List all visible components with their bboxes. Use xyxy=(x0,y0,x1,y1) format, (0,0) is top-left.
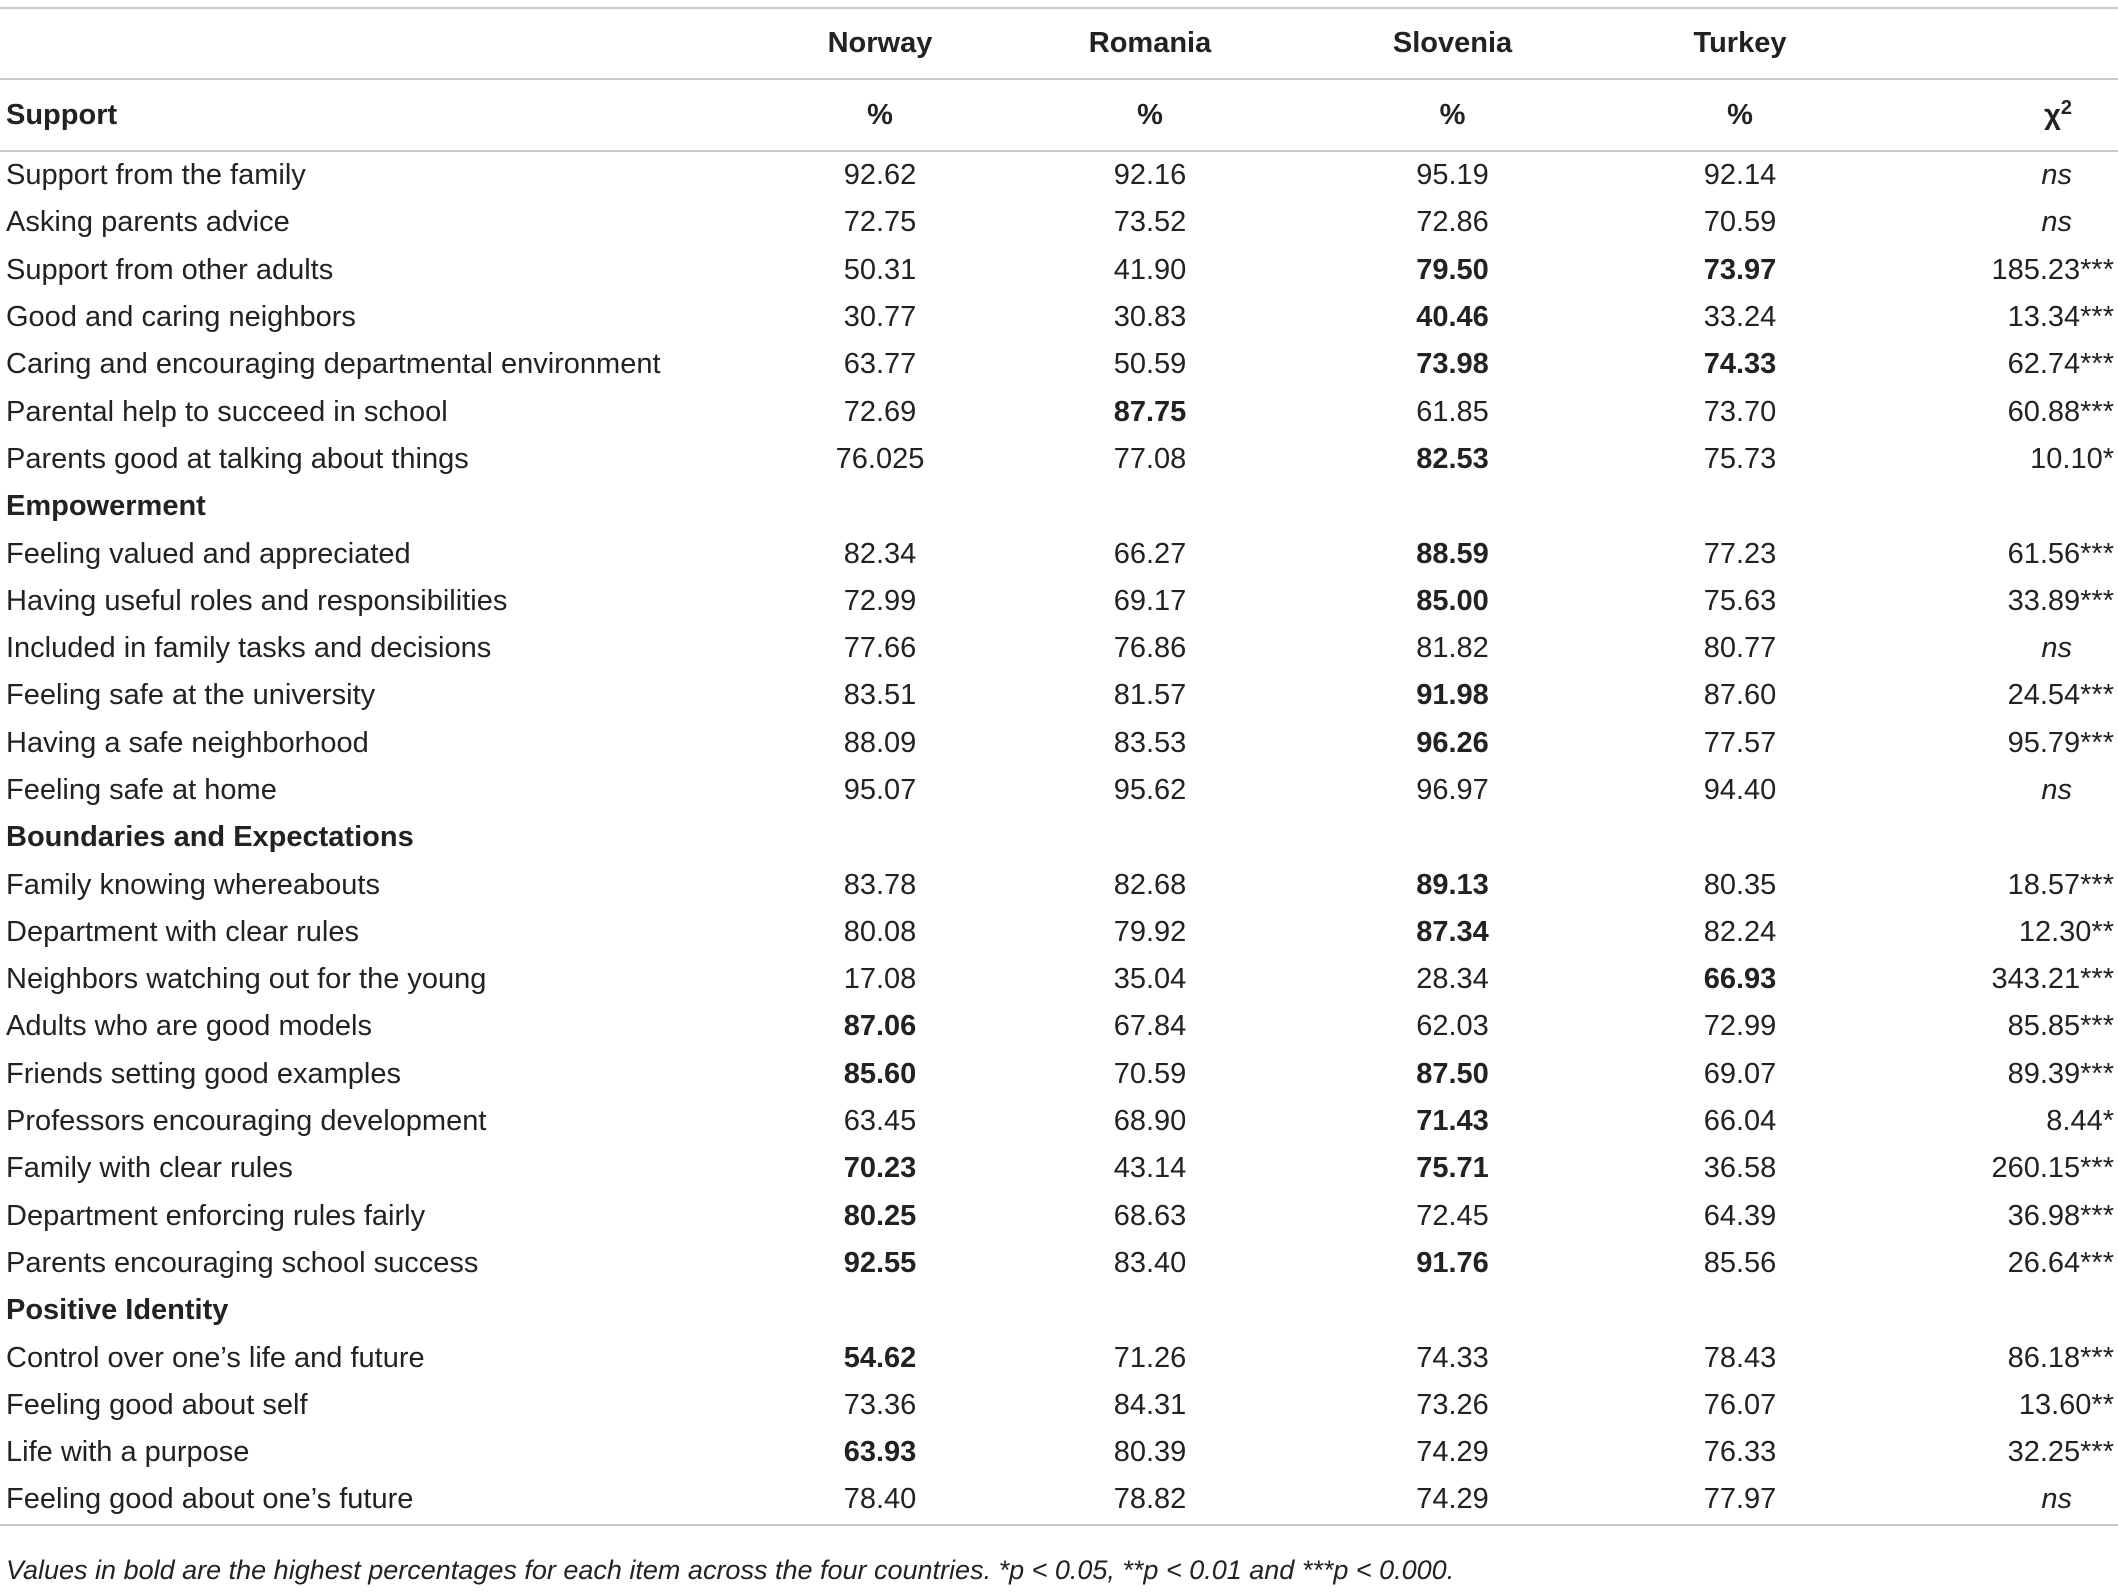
value-slovenia: 73.98 xyxy=(1416,348,1489,381)
table-row xyxy=(0,1051,2118,1098)
table-row xyxy=(0,1429,2118,1476)
item-label: Feeling valued and appreciated xyxy=(6,537,411,570)
value-norway: 30.77 xyxy=(843,301,917,334)
value-slovenia: 62.03 xyxy=(1416,1010,1489,1043)
value-turkey: 78.43 xyxy=(1703,1341,1777,1374)
value-romania: 95.62 xyxy=(1113,774,1187,806)
value-romania: 80.39 xyxy=(1113,1436,1187,1469)
table-row xyxy=(0,1193,2118,1240)
chi-square-header xyxy=(1875,79,2118,151)
chi-superscript: 2 xyxy=(2060,96,2072,119)
pct-header-turkey: % xyxy=(1605,79,1875,151)
table-body xyxy=(0,151,2118,1525)
value-romania: 84.31 xyxy=(1113,1388,1187,1421)
section-title-empty-cell xyxy=(1000,1287,1300,1334)
value-turkey: 77.97 xyxy=(1605,1476,1875,1524)
value-norway: 73.36 xyxy=(843,1388,917,1421)
value-slovenia: 87.50 xyxy=(1416,1057,1489,1090)
value-turkey: 77.23 xyxy=(1703,537,1777,570)
chi-square-value: 89.39*** xyxy=(2007,1057,2114,1090)
country-header-row xyxy=(0,8,2118,79)
value-turkey: 80.35 xyxy=(1703,868,1777,901)
table-row xyxy=(0,436,2118,483)
item-label: Parents encouraging school success xyxy=(6,1246,479,1279)
table-row xyxy=(0,672,2118,719)
value-norway: 76.025 xyxy=(835,442,925,475)
value-norway: 54.62 xyxy=(843,1341,917,1374)
value-turkey: 75.63 xyxy=(1703,584,1777,617)
item-label: Parental help to succeed in school xyxy=(6,395,448,428)
table-row xyxy=(0,720,2118,767)
value-slovenia: 85.00 xyxy=(1416,584,1489,617)
section-title-empty-cell xyxy=(1875,1287,2118,1334)
pct-header-norway: % xyxy=(760,79,1000,151)
section-title-empty-cell xyxy=(1875,814,2118,861)
chi-square-value: 95.79*** xyxy=(2007,726,2114,759)
chi-square-value: 33.89*** xyxy=(2007,584,2114,617)
country-header-romania: Romania xyxy=(1000,8,1300,79)
item-label: Parents good at talking about things xyxy=(6,442,469,475)
value-romania: 77.08 xyxy=(1113,442,1187,475)
section-title-row xyxy=(0,483,2118,530)
value-slovenia: 72.86 xyxy=(1416,206,1489,239)
pct-header-slovenia: % xyxy=(1300,79,1605,151)
value-slovenia: 74.29 xyxy=(1300,1476,1605,1524)
section-title-empty-cell xyxy=(1000,483,1300,530)
chi-square-value: 86.18*** xyxy=(2007,1341,2114,1374)
chi-square-value: 13.60** xyxy=(2018,1388,2114,1421)
value-slovenia: 95.19 xyxy=(1416,159,1489,192)
value-turkey: 94.40 xyxy=(1703,774,1777,806)
chi-square-value: ns xyxy=(2041,159,2072,192)
item-label: Feeling good about one’s future xyxy=(0,1476,760,1524)
item-label: Support from other adults xyxy=(6,253,334,286)
table-row xyxy=(0,294,2118,341)
value-slovenia: 72.45 xyxy=(1416,1199,1489,1232)
chi-square-value: ns xyxy=(2041,632,2072,665)
value-slovenia: 91.76 xyxy=(1416,1246,1489,1279)
value-turkey: 73.70 xyxy=(1703,395,1777,428)
value-romania: 35.04 xyxy=(1113,963,1187,996)
value-turkey: 66.93 xyxy=(1703,963,1777,996)
chi-square-value: 62.74*** xyxy=(2007,348,2114,381)
value-romania: 71.26 xyxy=(1113,1341,1187,1374)
value-turkey: 75.73 xyxy=(1703,442,1777,475)
item-label: Feeling safe at home xyxy=(6,774,277,806)
value-norway: 72.69 xyxy=(843,395,917,428)
chi-square-value: 13.34*** xyxy=(2007,301,2114,334)
item-label: Family with clear rules xyxy=(6,1152,293,1185)
section-title-empty-cell xyxy=(1875,483,2118,530)
value-romania: 83.40 xyxy=(1113,1246,1187,1279)
item-label: Department with clear rules xyxy=(6,915,359,948)
value-norway: 72.75 xyxy=(843,206,917,239)
value-romania: 50.59 xyxy=(1113,348,1187,381)
value-slovenia: 40.46 xyxy=(1416,301,1489,334)
table-row xyxy=(0,861,2118,908)
value-norway: 80.25 xyxy=(843,1199,917,1232)
table-row xyxy=(0,956,2118,1003)
table-row xyxy=(0,341,2118,388)
value-slovenia: 96.97 xyxy=(1416,774,1489,806)
section-title-empty-cell xyxy=(1605,1287,1875,1334)
value-romania: 67.84 xyxy=(1113,1010,1187,1043)
item-label: Asking parents advice xyxy=(6,206,290,239)
item-label: Support from the family xyxy=(6,159,306,192)
value-slovenia: 71.43 xyxy=(1416,1105,1489,1138)
value-turkey: 77.57 xyxy=(1703,726,1777,759)
value-norway: 63.77 xyxy=(843,348,917,381)
header-blank-cell-chi xyxy=(1875,8,2118,79)
value-norway: 78.40 xyxy=(760,1476,1000,1524)
item-label: Caring and encouraging departmental environment xyxy=(6,348,661,381)
value-turkey: 74.33 xyxy=(1703,348,1777,381)
value-slovenia: 81.82 xyxy=(1416,632,1489,665)
chi-square-value: 85.85*** xyxy=(2007,1010,2114,1043)
value-norway: 88.09 xyxy=(843,726,917,759)
value-slovenia: 88.59 xyxy=(1416,537,1489,570)
section-title-empty-cell xyxy=(1605,814,1875,861)
value-romania: 81.57 xyxy=(1113,679,1187,712)
value-turkey: 76.33 xyxy=(1703,1436,1777,1469)
table-row xyxy=(0,909,2118,956)
section-title-empty-cell xyxy=(1605,483,1875,530)
table-row xyxy=(0,1003,2118,1050)
table-row xyxy=(0,625,2118,672)
value-slovenia: 28.34 xyxy=(1416,963,1489,996)
section-title-row xyxy=(0,1287,2118,1334)
country-header-norway: Norway xyxy=(760,8,1000,79)
value-norway: 70.23 xyxy=(843,1152,917,1185)
section-title-row xyxy=(0,814,2118,861)
table-row xyxy=(0,199,2118,246)
section-title-empty-cell xyxy=(1300,1287,1605,1334)
value-turkey: 70.59 xyxy=(1703,206,1777,239)
table-row xyxy=(0,767,2118,814)
value-romania: 41.90 xyxy=(1113,253,1187,286)
value-slovenia: 87.34 xyxy=(1416,915,1489,948)
value-slovenia: 74.33 xyxy=(1416,1341,1489,1374)
value-slovenia: 96.26 xyxy=(1416,726,1489,759)
item-label: Professors encouraging development xyxy=(6,1105,487,1138)
item-label: Friends setting good examples xyxy=(6,1057,401,1090)
value-romania: 68.90 xyxy=(1113,1105,1187,1138)
value-slovenia: 61.85 xyxy=(1416,395,1489,428)
chi-square-value: 343.21*** xyxy=(1991,963,2114,996)
value-turkey: 36.58 xyxy=(1703,1152,1777,1185)
value-turkey: 66.04 xyxy=(1703,1105,1777,1138)
value-romania: 79.92 xyxy=(1113,915,1187,948)
value-romania: 69.17 xyxy=(1113,584,1187,617)
value-turkey: 64.39 xyxy=(1703,1199,1777,1232)
header-blank-cell xyxy=(0,8,760,79)
value-romania: 66.27 xyxy=(1113,537,1187,570)
value-norway: 82.34 xyxy=(843,537,917,570)
section-title: Empowerment xyxy=(6,490,206,523)
value-turkey: 69.07 xyxy=(1703,1057,1777,1090)
chi-square-value: 24.54*** xyxy=(2007,679,2114,712)
pct-header-romania: % xyxy=(1000,79,1300,151)
section-title-empty-cell xyxy=(1300,483,1605,530)
table-row xyxy=(0,1145,2118,1192)
chi-square-value: ns xyxy=(1875,1476,2118,1524)
item-label: Control over one’s life and future xyxy=(6,1341,425,1374)
value-norway: 92.62 xyxy=(843,159,917,192)
value-slovenia: 75.71 xyxy=(1416,1152,1489,1185)
value-turkey: 76.07 xyxy=(1703,1388,1777,1421)
section-title-empty-cell xyxy=(1000,814,1300,861)
chi-square-value: ns xyxy=(2041,774,2072,806)
value-slovenia: 89.13 xyxy=(1416,868,1489,901)
chi-square-value: 18.57*** xyxy=(2007,868,2114,901)
value-romania: 68.63 xyxy=(1113,1199,1187,1232)
value-slovenia: 73.26 xyxy=(1416,1388,1489,1421)
chi-square-value: 61.56*** xyxy=(2007,537,2114,570)
chi-square-value: 10.10* xyxy=(2030,442,2114,475)
section-title-empty-cell xyxy=(760,814,1000,861)
chi-symbol: χ xyxy=(2044,98,2061,131)
value-norway: 72.99 xyxy=(843,584,917,617)
value-romania: 73.52 xyxy=(1113,206,1187,239)
chi-square-value: 60.88*** xyxy=(2007,395,2114,428)
section-title-empty-cell xyxy=(760,483,1000,530)
value-norway: 95.07 xyxy=(843,774,917,806)
item-label: Family knowing whereabouts xyxy=(6,868,380,901)
value-romania: 43.14 xyxy=(1113,1152,1187,1185)
chi-square-value: 12.30** xyxy=(2018,915,2114,948)
section-title: Boundaries and Expectations xyxy=(6,821,414,854)
developmental-assets-table xyxy=(0,7,2118,1526)
item-label: Feeling good about self xyxy=(6,1388,308,1421)
section-title-empty-cell xyxy=(1300,814,1605,861)
value-norway: 63.45 xyxy=(843,1105,917,1138)
value-norway: 92.55 xyxy=(843,1246,917,1279)
value-norway: 80.08 xyxy=(843,915,917,948)
chi-square-value: ns xyxy=(2041,206,2072,239)
table-row xyxy=(0,151,2118,199)
chi-square-value: 185.23*** xyxy=(1991,253,2114,286)
value-norway: 87.06 xyxy=(843,1010,917,1043)
value-romania: 76.86 xyxy=(1113,632,1187,665)
value-slovenia: 82.53 xyxy=(1416,442,1489,475)
chi-square-value: 32.25*** xyxy=(2007,1436,2114,1469)
value-turkey: 92.14 xyxy=(1703,159,1777,192)
table-row xyxy=(0,530,2118,577)
value-norway: 17.08 xyxy=(843,963,917,996)
item-label: Included in family tasks and decisions xyxy=(6,632,492,665)
table-row xyxy=(0,1476,2118,1524)
item-label: Adults who are good models xyxy=(6,1010,372,1043)
value-norway: 50.31 xyxy=(843,253,917,286)
value-turkey: 33.24 xyxy=(1703,301,1777,334)
value-turkey: 85.56 xyxy=(1703,1246,1777,1279)
value-slovenia: 91.98 xyxy=(1416,679,1489,712)
value-norway: 83.51 xyxy=(843,679,917,712)
table-row xyxy=(0,247,2118,294)
item-label: Having a safe neighborhood xyxy=(6,726,369,759)
value-slovenia: 74.29 xyxy=(1416,1436,1489,1469)
chi-square-value: 36.98*** xyxy=(2007,1199,2114,1232)
value-slovenia: 79.50 xyxy=(1416,253,1489,286)
item-label: Having useful roles and responsibilities xyxy=(6,584,508,617)
value-turkey: 73.97 xyxy=(1703,253,1777,286)
item-label: Life with a purpose xyxy=(6,1436,250,1469)
chi-square-value: 260.15*** xyxy=(1991,1152,2114,1185)
item-label: Feeling safe at the university xyxy=(6,679,376,712)
unit-header-row xyxy=(0,79,2118,151)
value-romania: 70.59 xyxy=(1113,1057,1187,1090)
value-romania: 87.75 xyxy=(1113,395,1187,428)
item-label: Neighbors watching out for the young xyxy=(6,963,487,996)
value-turkey: 80.77 xyxy=(1703,632,1777,665)
value-norway: 77.66 xyxy=(843,632,917,665)
value-turkey: 87.60 xyxy=(1703,679,1777,712)
value-romania: 78.82 xyxy=(1000,1476,1300,1524)
value-norway: 63.93 xyxy=(843,1436,917,1469)
value-turkey: 72.99 xyxy=(1703,1010,1777,1043)
value-romania: 30.83 xyxy=(1113,301,1187,334)
chi-square-value: 8.44* xyxy=(2046,1105,2114,1138)
value-norway: 85.60 xyxy=(843,1057,917,1090)
table-row xyxy=(0,1098,2118,1145)
country-header-turkey: Turkey xyxy=(1605,8,1875,79)
value-norway: 83.78 xyxy=(843,868,917,901)
value-turkey: 82.24 xyxy=(1703,915,1777,948)
value-romania: 82.68 xyxy=(1113,868,1187,901)
item-label: Good and caring neighbors xyxy=(6,301,356,334)
table-row xyxy=(0,388,2118,435)
section-title-empty-cell xyxy=(760,1287,1000,1334)
chi-square-value: 26.64*** xyxy=(2007,1246,2114,1279)
table-row xyxy=(0,1240,2118,1287)
country-header-slovenia: Slovenia xyxy=(1300,8,1605,79)
table-row xyxy=(0,578,2118,625)
table-row xyxy=(0,1334,2118,1381)
value-romania: 92.16 xyxy=(1113,159,1187,192)
value-romania: 83.53 xyxy=(1113,726,1187,759)
table-footnote: Values in bold are the highest percentages for each item across the four countries. *p < 0.05, **p < 0.01 and ***p < 0.000. xyxy=(6,1555,1455,1585)
section-title: Positive Identity xyxy=(6,1294,229,1327)
item-label: Department enforcing rules fairly xyxy=(6,1199,426,1232)
table-row xyxy=(0,1382,2118,1429)
section-header-support: Support xyxy=(0,79,760,151)
